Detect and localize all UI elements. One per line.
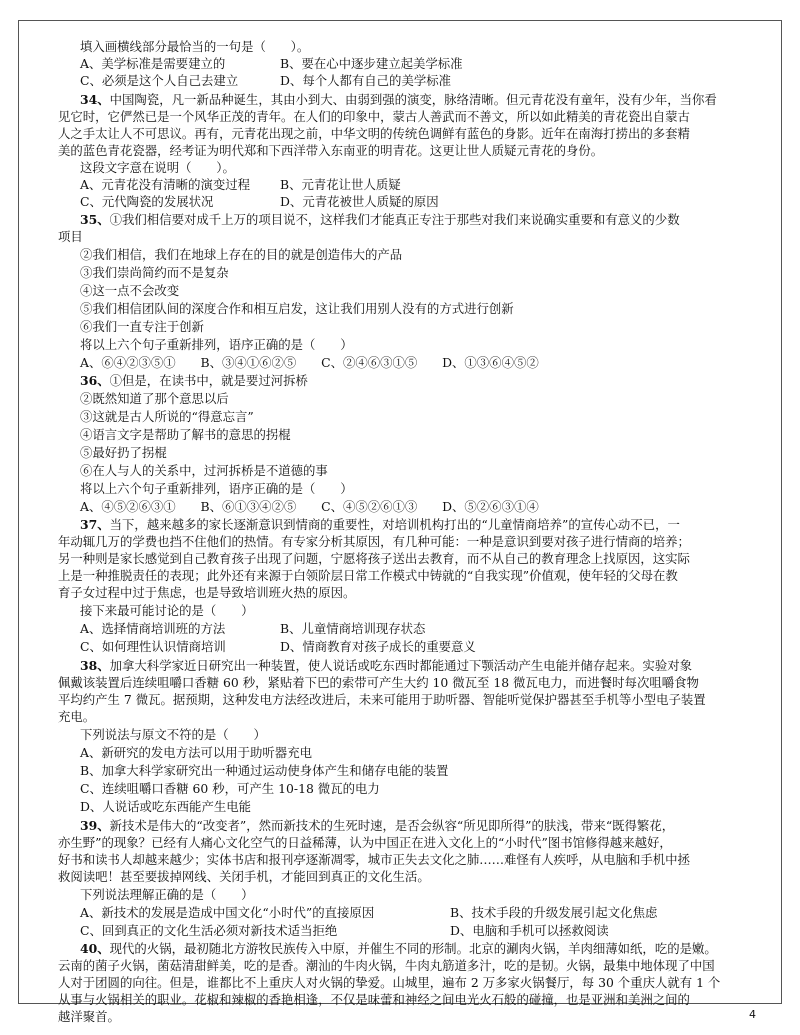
q36-number: 36、 (80, 373, 110, 388)
q35-question: 将以上六个句子重新排列，语序正确的是（ ） (80, 337, 353, 352)
q34-option-a: A、元青花没有清晰的演变过程 (80, 177, 251, 192)
q38-line-1: 38、加拿大科学家近日研究出一种装置，使人说话或吃东西时都能通过下颚活动产生电能并储存起来。实验对象 (80, 658, 692, 673)
q37-line-2: 年动辄几万的学费也挡不住他们的热情。有专家分析其原因，有几种可能：一种是意识到要对孩子进行情商的培养； (58, 534, 690, 549)
q35-line-1b: 项目 (58, 229, 83, 244)
q34-line-1: 34、中国陶瓷，凡一新品种诞生，其由小到大、由弱到强的演变，脉络清晰。但元青花没有童年，没有少年，当你看 (80, 92, 717, 107)
q35-sentence-6: ⑥我们一直专注于创新 (80, 319, 204, 334)
q38-option-d: D、人说话或吃东西能产生电能 (80, 799, 252, 814)
q40-line-4: 从事与火锅相关的职业。花椒和辣椒的香艳相逢，不仅是味蕾和神经之间电光火石般的碰撞，也是亚洲和美洲之间的 (58, 992, 690, 1007)
q38-option-b: B、加拿大科学家研究出一种通过运动使身体产生和储存电能的装置 (80, 763, 449, 778)
q38-line-4: 充电。 (58, 709, 96, 724)
q37-line-1: 37、当下，越来越多的家长逐渐意识到情商的重要性，对培训机构打出的“儿童情商培养”的宣传心动不已，一 (80, 517, 680, 532)
q34-option-d: D、元青花被世人质疑的原因 (280, 194, 439, 209)
q34-question: 这段文字意在说明（ ）。 (80, 160, 235, 175)
q39-number: 39、 (80, 818, 110, 833)
q35-sentence-4: ④这一点不会改变 (80, 283, 180, 298)
q36-line-1: 36、①但是，在读书中，就是要过河拆桥 (80, 373, 308, 388)
q36-options: A、④⑤②⑥③① B、⑥①③④②⑤ C、④⑤②⑥①③ D、⑤②⑥③①④ (80, 499, 539, 514)
q37-option-a: A、选择情商培训班的方法 (80, 621, 226, 636)
q36-sentence-4: ④语言文字是帮助了解书的意思的拐棍 (80, 427, 291, 442)
q37-line-5: 育子女过程中过于焦虑，也是导致培训班火热的原因。 (58, 585, 356, 600)
prev-option-c: C、必须是这个人自己去建立 (80, 73, 239, 88)
q39-line-3: 好书和读书人却越来越少；实体书店和报刊亭逐渐凋零，城市正失去文化之肺……难怪有人疾呼，从电脑和手机中拯 (58, 852, 690, 867)
q37-question: 接下来最可能讨论的是（ ） (80, 603, 254, 618)
q35-sentence-3: ③我们崇尚简约而不是复杂 (80, 265, 229, 280)
q38-line-3: 平均约产生 7 微瓦。据预期，这种发电方法经改进后，未来可能用于助听器、智能听觉保护器甚至手机等小型电子装置 (58, 692, 706, 707)
q38-option-c: C、连续咀嚼口香糖 60 秒，可产生 10-18 微瓦的电力 (80, 781, 380, 796)
q40-line-5: 越洋聚首。 (58, 1009, 120, 1024)
q39-line-2: 亦生野”的现象？已经有人痛心文化空气的日益稀薄，认为中国正在进入文化上的“小时代”图书馆修得越来越好， (58, 835, 672, 850)
q36-sentence-3: ③这就是古人所说的“得意忘言” (80, 409, 254, 424)
q37-option-d: D、情商教育对孩子成长的重要意义 (280, 639, 476, 654)
q34-option-c: C、元代陶瓷的发展状况 (80, 194, 214, 209)
q34-line-3: 人之手太让人不可思议。再有，元青花出现之前，中华文明的传统色调鲜有蓝色的身影。近年在南海打捞出的多套精 (58, 126, 690, 141)
q35-sentence-5: ⑤我们相信团队间的深度合作和相互启发，这让我们用别人没有的方式进行创新 (80, 301, 514, 316)
q35-options: A、⑥④②③⑤① B、③④①⑥②⑤ C、②④⑥③①⑤ D、①③⑥④⑤② (80, 355, 539, 370)
q39-option-d: D、电脑和手机可以拯救阅读 (450, 923, 609, 938)
prev-option-d: D、每个人都有自己的美学标准 (280, 73, 452, 88)
q38-option-a: A、新研究的发电方法可以用于助听器充电 (80, 745, 312, 760)
q37-option-b: B、儿童情商培训现存状态 (280, 621, 426, 636)
q36-sentence-5: ⑤最好扔了拐棍 (80, 445, 167, 460)
q37-option-c: C、如何理性认识情商培训 (80, 639, 226, 654)
q40-line-2: 云南的菌子火锅，菌菇清甜鲜美，吃的是香。潮汕的牛肉火锅，牛肉丸筋道多汁，吃的是韧。火锅，最集中地体现了中国 (58, 958, 715, 973)
q40-number: 40、 (80, 941, 110, 956)
q37-line-3: 另一种则是家长感觉到自己教育孩子出现了问题，宁愿将孩子送出去教育，而不从自己的教育理念上找原因，这实际 (58, 551, 690, 566)
q40-line-3: 人对于团圆的向往。但是，谁都比不上重庆人对火锅的挚爱。山城里，遍布 2 万多家火锅餐厅，每 30 个重庆人就有 1 个 (58, 975, 721, 990)
q37-number: 37、 (80, 517, 110, 532)
q36-question: 将以上六个句子重新排列，语序正确的是（ ） (80, 481, 353, 496)
q39-line-4: 救阅读吧！甚至要拔掉网线、关闭手机，才能回到真正的文化生活。 (58, 869, 430, 884)
page-number: 4 (749, 1008, 756, 1021)
q34-option-b: B、元青花让世人质疑 (280, 177, 401, 192)
q35-number: 35、 (80, 212, 110, 227)
q39-option-b: B、技术手段的升级发展引起文化焦虑 (450, 905, 658, 920)
q39-question: 下列说法理解正确的是（ ） (80, 887, 254, 902)
q38-question: 下列说法与原文不符的是（ ） (80, 727, 266, 742)
q39-option-a: A、新技术的发展是造成中国文化“小时代”的直接原因 (80, 905, 375, 920)
q38-number: 38、 (80, 658, 110, 673)
q36-sentence-6: ⑥在人与人的关系中，过河拆桥是不道德的事 (80, 463, 328, 478)
prev-option-b: B、要在心中逐步建立起美学标准 (280, 56, 463, 71)
q39-line-1: 39、新技术是伟大的“改变者”，然而新技术的生死时速，是否会纵容“所见即所得”的肤浅，带来“既得繁花， (80, 818, 675, 833)
q39-option-c: C、回到真正的文化生活必须对新技术适当拒绝 (80, 923, 338, 938)
q34-line-2: 见它时，它俨然已是一个风华正茂的青年。在人们的印象中，蒙古人善武而不善文，所以如此精美的青花瓷出自蒙古 (58, 109, 690, 124)
q35-sentence-2: ②我们相信，我们在地球上存在的目的就是创造伟大的产品 (80, 247, 403, 262)
q35-line-1: 35、①我们相信要对成千上万的项目说不，这样我们才能真正专注于那些对我们来说确实重要和有意义的少数 (80, 212, 680, 227)
q36-sentence-2: ②既然知道了那个意思以后 (80, 391, 229, 406)
q38-line-2: 佩戴该装置后连续咀嚼口香糖 60 秒，紧贴着下巴的索带可产生大约 10 微瓦至 18 微瓦电力，而进餐时每次咀嚼食物 (58, 675, 699, 690)
prev-question-stem: 填入画横线部分最恰当的一句是（ ）。 (80, 39, 310, 54)
q37-line-4: 上是一种推脱责任的表现；此外还有来源于白领阶层日常工作模式中铸就的“自我实现”价值观，使年轻的父母在教 (58, 568, 678, 583)
prev-option-a: A、美学标准是需要建立的 (80, 56, 226, 71)
q34-line-4: 美的蓝色青花瓷器，经考证为明代郑和下西洋带入东南亚的明青花。这更让世人质疑元青花的身份。 (58, 143, 604, 158)
q40-line-1: 40、现代的火锅，最初随北方游牧民族传入中原，并催生不同的形制。北京的涮肉火锅，羊肉细薄如纸，吃的是嫩。 (80, 941, 717, 956)
q34-number: 34、 (80, 92, 110, 107)
